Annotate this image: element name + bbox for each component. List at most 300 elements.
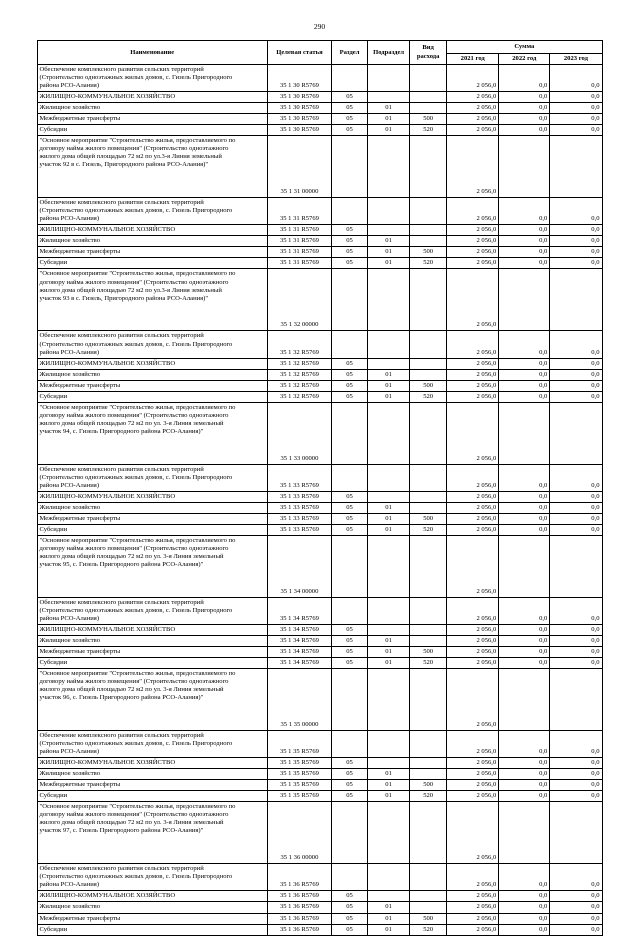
cell-year-2022 — [499, 402, 550, 464]
cell-expense-type: 520 — [410, 258, 447, 269]
cell-year-2022: 0,0 — [499, 369, 550, 380]
cell-name — [37, 802, 267, 864]
row-name-text: ЖИЛИЩНО-КОММУНАЛЬНОЕ ХОЗЯЙСТВО — [39, 626, 176, 633]
cell-year-2022: 0,0 — [499, 625, 550, 636]
row-name-text: Межбюджетные трансферты — [39, 914, 121, 922]
cell-name — [37, 502, 267, 513]
cell-section: 05 — [332, 358, 368, 369]
table-row — [37, 502, 602, 513]
cell-name — [37, 236, 267, 247]
cell-section: 05 — [332, 769, 368, 780]
cell-year-2022 — [499, 669, 550, 731]
cell-year-2022: 0,0 — [499, 198, 550, 225]
cell-section: 05 — [332, 103, 368, 114]
cell-name — [37, 225, 267, 236]
header-target-article: Целевая статья — [267, 41, 331, 65]
header-year-2022: 2022 год — [499, 54, 550, 65]
cell-year-2021: 2 056,0 — [447, 636, 499, 647]
cell-year-2023: 0,0 — [550, 491, 602, 502]
cell-section: 05 — [332, 125, 368, 136]
cell-year-2021: 2 056,0 — [447, 758, 499, 769]
table-row — [37, 247, 602, 258]
cell-target-article: 35 1 31 R5769 — [267, 236, 331, 247]
table-row — [37, 535, 602, 597]
table-row — [37, 669, 602, 731]
cell-name — [37, 669, 267, 731]
cell-year-2022: 0,0 — [499, 791, 550, 802]
cell-year-2021: 2 056,0 — [447, 198, 499, 225]
cell-year-2021: 2 056,0 — [447, 225, 499, 236]
cell-subsection: 01 — [368, 114, 410, 125]
cell-section: 05 — [332, 924, 368, 935]
cell-name — [37, 136, 267, 198]
cell-subsection — [368, 358, 410, 369]
cell-year-2021: 2 056,0 — [447, 269, 499, 331]
cell-year-2022: 0,0 — [499, 891, 550, 902]
cell-year-2023: 0,0 — [550, 92, 602, 103]
cell-year-2021: 2 056,0 — [447, 891, 499, 902]
cell-section — [332, 864, 368, 891]
cell-year-2022: 0,0 — [499, 464, 550, 491]
cell-year-2023: 0,0 — [550, 225, 602, 236]
cell-year-2023 — [550, 802, 602, 864]
row-name-text: "Основное мероприятие "Строительство жилья, предоставляемого по договору найма жилого помещения" (Строительство одноэтажного жилого дома общей площадью 72 м2 по ул. 3-я Линия земельный участок 97, с. Гизель Пригородного района РСО-Алания)" — [39, 803, 236, 835]
cell-section: 05 — [332, 902, 368, 913]
table-body — [37, 65, 602, 936]
cell-expense-type — [410, 535, 447, 597]
row-name-text: ЖИЛИЩНО-КОММУНАЛЬНОЕ ХОЗЯЙСТВО — [39, 93, 176, 101]
table-row — [37, 258, 602, 269]
row-name-text: Жилищное хозяйство — [39, 503, 100, 511]
cell-section — [332, 464, 368, 491]
table-row — [37, 92, 602, 103]
cell-section — [332, 269, 368, 331]
table-row — [37, 464, 602, 491]
cell-name — [37, 247, 267, 258]
cell-subsection: 01 — [368, 380, 410, 391]
cell-year-2023: 0,0 — [550, 103, 602, 114]
cell-year-2021: 2 056,0 — [447, 369, 499, 380]
cell-section: 05 — [332, 236, 368, 247]
cell-expense-type — [410, 891, 447, 902]
table-row — [37, 802, 602, 864]
cell-name — [37, 114, 267, 125]
table-row — [37, 758, 602, 769]
cell-target-article: 35 1 35 R5769 — [267, 758, 331, 769]
cell-section: 05 — [332, 369, 368, 380]
cell-year-2022: 0,0 — [499, 902, 550, 913]
cell-year-2023: 0,0 — [550, 65, 602, 92]
cell-expense-type: 500 — [410, 513, 447, 524]
cell-target-article: 35 1 31 R5769 — [267, 258, 331, 269]
cell-subsection: 01 — [368, 780, 410, 791]
cell-year-2021: 2 056,0 — [447, 913, 499, 924]
cell-year-2023: 0,0 — [550, 369, 602, 380]
cell-subsection — [368, 136, 410, 198]
cell-year-2021: 2 056,0 — [447, 65, 499, 92]
row-name-text: Жилищное хозяйство — [39, 104, 100, 112]
cell-expense-type — [410, 491, 447, 502]
table-row — [37, 924, 602, 935]
cell-target-article: 35 1 35 R5769 — [267, 791, 331, 802]
cell-target-article: 35 1 34 R5769 — [267, 636, 331, 647]
cell-expense-type — [410, 136, 447, 198]
row-name-text: "Основное мероприятие "Строительство жилья, предоставляемого по договору найма жилого помещения" (Строительство одноэтажного жилого дома общей площадью 72 м2 по ул.3-я Линия земельный участок 93 в с. Гизель, Пригородного района РСО-Алания)" — [39, 270, 236, 302]
cell-section: 05 — [332, 658, 368, 669]
cell-expense-type — [410, 65, 447, 92]
cell-subsection: 01 — [368, 513, 410, 524]
table-row — [37, 780, 602, 791]
cell-target-article: 35 1 30 R5769 — [267, 114, 331, 125]
cell-expense-type — [410, 625, 447, 636]
cell-subsection: 01 — [368, 103, 410, 114]
cell-year-2021: 2 056,0 — [447, 358, 499, 369]
cell-target-article: 35 1 32 R5769 — [267, 369, 331, 380]
cell-expense-type — [410, 502, 447, 513]
cell-section: 05 — [332, 92, 368, 103]
cell-section: 05 — [332, 502, 368, 513]
cell-year-2021: 2 056,0 — [447, 513, 499, 524]
cell-year-2021: 2 056,0 — [447, 791, 499, 802]
cell-year-2021: 2 056,0 — [447, 136, 499, 198]
cell-section: 05 — [332, 391, 368, 402]
table-row — [37, 769, 602, 780]
cell-subsection: 01 — [368, 636, 410, 647]
cell-target-article: 35 1 32 R5769 — [267, 391, 331, 402]
cell-year-2021: 2 056,0 — [447, 236, 499, 247]
cell-year-2022: 0,0 — [499, 380, 550, 391]
row-name-text: Межбюджетные трансферты — [39, 648, 121, 656]
cell-name — [37, 524, 267, 535]
table-row — [37, 331, 602, 358]
cell-year-2022: 0,0 — [499, 524, 550, 535]
cell-year-2023 — [550, 269, 602, 331]
cell-year-2022: 0,0 — [499, 502, 550, 513]
cell-year-2023: 0,0 — [550, 769, 602, 780]
cell-section — [332, 731, 368, 758]
cell-name — [37, 758, 267, 769]
cell-year-2022 — [499, 802, 550, 864]
cell-name — [37, 597, 267, 624]
cell-year-2021: 2 056,0 — [447, 247, 499, 258]
row-name-text: "Основное мероприятие "Строительство жилья, предоставляемого по договору найма жилого помещения" (Строительство одноэтажного жилого дома общей площадью 72 м2 по ул. 3-я Линия земельный участок 95, с. Гизель Пригородного района РСО-Алания)" — [39, 536, 236, 568]
cell-year-2023 — [550, 402, 602, 464]
cell-year-2022: 0,0 — [499, 491, 550, 502]
cell-year-2021: 2 056,0 — [447, 125, 499, 136]
cell-year-2023: 0,0 — [550, 625, 602, 636]
table-row — [37, 524, 602, 535]
cell-expense-type — [410, 92, 447, 103]
cell-target-article: 35 1 35 00000 — [267, 669, 331, 731]
cell-section — [332, 65, 368, 92]
header-sum: Сумма — [447, 41, 602, 54]
cell-year-2021: 2 056,0 — [447, 731, 499, 758]
cell-year-2021: 2 056,0 — [447, 391, 499, 402]
cell-year-2022: 0,0 — [499, 780, 550, 791]
cell-name — [37, 258, 267, 269]
cell-target-article: 35 1 36 R5769 — [267, 891, 331, 902]
table-row — [37, 402, 602, 464]
cell-target-article: 35 1 30 R5769 — [267, 103, 331, 114]
cell-year-2023: 0,0 — [550, 902, 602, 913]
cell-name — [37, 791, 267, 802]
cell-year-2022: 0,0 — [499, 331, 550, 358]
table-row — [37, 380, 602, 391]
cell-section: 05 — [332, 524, 368, 535]
cell-section — [332, 597, 368, 624]
cell-year-2023: 0,0 — [550, 647, 602, 658]
table-row — [37, 236, 602, 247]
cell-subsection — [368, 731, 410, 758]
table-row — [37, 791, 602, 802]
budget-table — [37, 40, 603, 936]
row-name-text: ЖИЛИЩНО-КОММУНАЛЬНОЕ ХОЗЯЙСТВО — [39, 892, 176, 900]
cell-name — [37, 358, 267, 369]
cell-year-2021: 2 056,0 — [447, 464, 499, 491]
table-row — [37, 597, 602, 624]
row-name-text: Обеспечение комплексного развития сельских территорий (Строительство одноэтажных жилых домов, с. Гизель Пригородного района РСО-Алания) — [39, 465, 233, 489]
row-name-text: Обеспечение комплексного развития сельских территорий (Строительство одноэтажных жилых домов, с. Гизель Пригородного района РСО-Алания) — [39, 732, 233, 756]
row-name-text: Обеспечение комплексного развития сельских территорий (Строительство одноэтажных жилых домов, с. Гизель Пригородного района РСО-Алания) — [39, 199, 233, 223]
cell-name — [37, 491, 267, 502]
cell-year-2022 — [499, 535, 550, 597]
cell-year-2021: 2 056,0 — [447, 658, 499, 669]
cell-subsection: 01 — [368, 236, 410, 247]
cell-year-2021: 2 056,0 — [447, 597, 499, 624]
cell-section: 05 — [332, 758, 368, 769]
cell-year-2021: 2 056,0 — [447, 902, 499, 913]
cell-name — [37, 65, 267, 92]
cell-year-2023: 0,0 — [550, 236, 602, 247]
cell-expense-type: 500 — [410, 647, 447, 658]
cell-expense-type — [410, 769, 447, 780]
cell-expense-type: 520 — [410, 658, 447, 669]
table-row — [37, 369, 602, 380]
table-row — [37, 891, 602, 902]
cell-expense-type — [410, 331, 447, 358]
cell-subsection: 01 — [368, 902, 410, 913]
table-row — [37, 391, 602, 402]
cell-year-2022: 0,0 — [499, 636, 550, 647]
cell-year-2023: 0,0 — [550, 791, 602, 802]
cell-target-article: 35 1 33 00000 — [267, 402, 331, 464]
cell-name — [37, 731, 267, 758]
cell-name — [37, 464, 267, 491]
cell-year-2023: 0,0 — [550, 913, 602, 924]
row-name-text: ЖИЛИЩНО-КОММУНАЛЬНОЕ ХОЗЯЙСТВО — [39, 226, 176, 234]
row-name-text: Межбюджетные трансферты — [39, 514, 121, 522]
row-name-text: Субсидии — [39, 259, 68, 267]
cell-section: 05 — [332, 225, 368, 236]
cell-target-article: 35 1 32 R5769 — [267, 331, 331, 358]
cell-year-2022: 0,0 — [499, 258, 550, 269]
cell-subsection — [368, 92, 410, 103]
cell-year-2021: 2 056,0 — [447, 491, 499, 502]
cell-subsection: 01 — [368, 913, 410, 924]
table-row — [37, 731, 602, 758]
cell-subsection: 01 — [368, 125, 410, 136]
cell-subsection — [368, 625, 410, 636]
cell-year-2021: 2 056,0 — [447, 535, 499, 597]
cell-target-article: 35 1 32 R5769 — [267, 380, 331, 391]
cell-year-2022: 0,0 — [499, 731, 550, 758]
cell-expense-type: 520 — [410, 924, 447, 935]
cell-subsection: 01 — [368, 524, 410, 535]
cell-name — [37, 625, 267, 636]
cell-name — [37, 391, 267, 402]
cell-subsection — [368, 758, 410, 769]
cell-subsection — [368, 331, 410, 358]
cell-expense-type: 500 — [410, 780, 447, 791]
cell-expense-type: 500 — [410, 114, 447, 125]
row-name-text: Субсидии — [39, 659, 68, 667]
cell-year-2021: 2 056,0 — [447, 103, 499, 114]
cell-expense-type — [410, 597, 447, 624]
cell-target-article: 35 1 36 R5769 — [267, 913, 331, 924]
cell-year-2021: 2 056,0 — [447, 92, 499, 103]
row-name-text: ЖИЛИЩНО-КОММУНАЛЬНОЕ ХОЗЯЙСТВО — [39, 492, 176, 500]
cell-year-2021: 2 056,0 — [447, 524, 499, 535]
cell-expense-type — [410, 864, 447, 891]
cell-year-2023 — [550, 669, 602, 731]
cell-expense-type: 520 — [410, 125, 447, 136]
cell-expense-type — [410, 225, 447, 236]
cell-section: 05 — [332, 913, 368, 924]
cell-year-2023: 0,0 — [550, 780, 602, 791]
cell-subsection: 01 — [368, 769, 410, 780]
row-name-text: Жилищное хозяйство — [39, 637, 100, 645]
cell-target-article: 35 1 34 00000 — [267, 535, 331, 597]
cell-year-2022: 0,0 — [499, 913, 550, 924]
cell-year-2023: 0,0 — [550, 247, 602, 258]
row-name-text: Жилищное хозяйство — [39, 770, 100, 778]
cell-year-2023: 0,0 — [550, 125, 602, 136]
cell-subsection — [368, 402, 410, 464]
header-expense-type: Вид расхода — [410, 41, 447, 65]
cell-year-2023: 0,0 — [550, 924, 602, 935]
cell-year-2021: 2 056,0 — [447, 258, 499, 269]
cell-expense-type: 500 — [410, 380, 447, 391]
table-header — [37, 41, 602, 65]
cell-subsection — [368, 669, 410, 731]
cell-expense-type — [410, 402, 447, 464]
cell-subsection — [368, 864, 410, 891]
cell-section: 05 — [332, 647, 368, 658]
cell-year-2023: 0,0 — [550, 636, 602, 647]
cell-year-2022: 0,0 — [499, 597, 550, 624]
cell-target-article: 35 1 31 00000 — [267, 136, 331, 198]
cell-expense-type: 520 — [410, 524, 447, 535]
cell-year-2023 — [550, 136, 602, 198]
cell-subsection — [368, 535, 410, 597]
cell-section: 05 — [332, 780, 368, 791]
cell-target-article: 35 1 34 R5769 — [267, 658, 331, 669]
cell-section: 05 — [332, 625, 368, 636]
row-name-text: Жилищное хозяйство — [39, 903, 100, 911]
table-row — [37, 65, 602, 92]
cell-subsection — [368, 65, 410, 92]
cell-expense-type — [410, 669, 447, 731]
cell-expense-type — [410, 802, 447, 864]
cell-target-article: 35 1 35 R5769 — [267, 780, 331, 791]
cell-target-article: 35 1 34 R5769 — [267, 597, 331, 624]
table-row — [37, 647, 602, 658]
row-name-text: Субсидии — [39, 392, 68, 400]
cell-name — [37, 331, 267, 358]
row-name-text: Обеспечение комплексного развития сельских территорий (Строительство одноэтажных жилых домов, с. Гизель Пригородного района РСО-Алания) — [39, 865, 233, 889]
cell-year-2023 — [550, 535, 602, 597]
cell-subsection — [368, 491, 410, 502]
cell-name — [37, 658, 267, 669]
cell-subsection: 01 — [368, 924, 410, 935]
table-row — [37, 864, 602, 891]
cell-target-article: 35 1 31 R5769 — [267, 247, 331, 258]
table-row — [37, 636, 602, 647]
cell-name — [37, 769, 267, 780]
row-name-text: Субсидии — [39, 525, 68, 533]
table-row — [37, 358, 602, 369]
cell-year-2023: 0,0 — [550, 380, 602, 391]
cell-name — [37, 380, 267, 391]
cell-section: 05 — [332, 114, 368, 125]
row-name-text: "Основное мероприятие "Строительство жилья, предоставляемого по договору найма жилого помещения" (Строительство одноэтажного жилого дома общей площадью 72 м2 по ул.3-я Линия земельный участок 92 в с. Гизель, Пригородного района РСО-Алания)" — [39, 137, 236, 169]
row-name-text: Межбюджетные трансферты — [39, 781, 121, 789]
cell-year-2022: 0,0 — [499, 758, 550, 769]
cell-year-2022: 0,0 — [499, 125, 550, 136]
cell-section: 05 — [332, 491, 368, 502]
cell-subsection: 01 — [368, 391, 410, 402]
cell-year-2021: 2 056,0 — [447, 669, 499, 731]
cell-section — [332, 331, 368, 358]
cell-expense-type — [410, 636, 447, 647]
cell-target-article: 35 1 30 R5769 — [267, 65, 331, 92]
row-name-text: Обеспечение комплексного развития сельских территорий (Строительство одноэтажных жилых домов, с. Гизель Пригородного района РСО-Алания) — [39, 66, 233, 90]
cell-target-article: 35 1 34 R5769 — [267, 647, 331, 658]
cell-year-2023: 0,0 — [550, 464, 602, 491]
cell-year-2023: 0,0 — [550, 391, 602, 402]
cell-year-2023: 0,0 — [550, 513, 602, 524]
header-section: Раздел — [332, 41, 368, 65]
cell-section: 05 — [332, 636, 368, 647]
cell-expense-type — [410, 358, 447, 369]
row-name-text: "Основное мероприятие "Строительство жилья, предоставляемого по договору найма жилого помещения" (Строительство одноэтажного жилого дома общей площадью 72 м2 по ул. 3-я Линия земельный участок 96, с. Гизель Пригородного района РСО-Алания)" — [39, 670, 236, 702]
cell-year-2021: 2 056,0 — [447, 802, 499, 864]
row-name-text: Обеспечение комплексного развития сельских территорий (Строительство одноэтажных жилых домов, с. Гизель Пригородного района РСО-Алания) — [39, 332, 233, 356]
cell-subsection: 01 — [368, 791, 410, 802]
cell-year-2022: 0,0 — [499, 391, 550, 402]
cell-year-2022: 0,0 — [499, 114, 550, 125]
row-name-text: Обеспечение комплексного развития сельских территорий (Строительство одноэтажных жилых домов, с. Гизель Пригородного района РСО-Алания) — [39, 598, 233, 622]
cell-expense-type: 500 — [410, 247, 447, 258]
cell-year-2023: 0,0 — [550, 524, 602, 535]
cell-year-2021: 2 056,0 — [447, 502, 499, 513]
cell-section: 05 — [332, 380, 368, 391]
cell-name — [37, 535, 267, 597]
cell-target-article: 35 1 33 R5769 — [267, 464, 331, 491]
cell-section: 05 — [332, 791, 368, 802]
table-row — [37, 225, 602, 236]
cell-year-2022: 0,0 — [499, 358, 550, 369]
cell-subsection — [368, 464, 410, 491]
cell-target-article: 35 1 36 00000 — [267, 802, 331, 864]
cell-expense-type: 500 — [410, 913, 447, 924]
cell-expense-type — [410, 236, 447, 247]
cell-name — [37, 402, 267, 464]
cell-subsection — [368, 597, 410, 624]
cell-year-2022: 0,0 — [499, 92, 550, 103]
cell-name — [37, 269, 267, 331]
table-row — [37, 913, 602, 924]
